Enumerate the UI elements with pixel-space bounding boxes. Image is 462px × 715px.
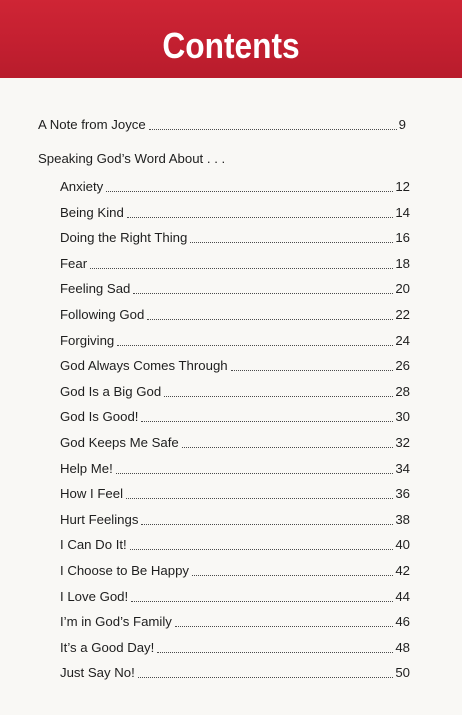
dot-leader <box>182 447 394 448</box>
toc-entry-page: 22 <box>395 307 410 322</box>
dot-leader <box>190 242 393 243</box>
dot-leader <box>231 370 394 371</box>
toc-entry-title: I Choose to Be Happy <box>60 563 190 578</box>
toc-entry-title: I’m in God’s Family <box>60 614 172 630</box>
toc-entry[interactable] <box>60 276 410 298</box>
toc-entry-page: 32 <box>395 435 410 450</box>
toc-entry-title: I Can Do It! <box>60 537 127 553</box>
dot-leader <box>175 626 393 627</box>
toc-entry-page: 46 <box>395 614 410 630</box>
toc-entry-title: How I Feel <box>60 486 124 502</box>
toc-entry[interactable] <box>60 404 410 426</box>
dot-leader <box>149 129 397 130</box>
toc-entry[interactable] <box>60 430 410 452</box>
toc-entry[interactable] <box>60 609 410 631</box>
toc-entry-title: It’s a Good Day! <box>60 639 155 655</box>
toc-entry[interactable] <box>60 302 410 324</box>
toc-entry[interactable] <box>60 660 410 682</box>
toc-entry-page: 20 <box>395 281 410 297</box>
toc-entry-page: 44 <box>395 588 410 604</box>
dot-leader <box>106 191 393 192</box>
dot-leader <box>130 549 394 550</box>
toc-entry-title: Just Say No! <box>60 665 135 681</box>
toc-entry-title: Forgiving <box>60 332 115 348</box>
page-title: Contents <box>162 25 300 66</box>
toc-entry-title: Being Kind <box>60 204 124 220</box>
toc-entry-page: 36 <box>395 486 410 502</box>
toc-entry-title: Following God <box>60 307 145 322</box>
toc-entry[interactable] <box>60 225 410 247</box>
toc-entry-title: A Note from Joyce <box>38 117 146 132</box>
toc-entry[interactable] <box>60 456 410 478</box>
dot-leader <box>116 473 394 474</box>
dot-leader <box>192 575 393 576</box>
toc-entry-page: 14 <box>395 204 410 220</box>
toc-entry-page: 30 <box>395 409 410 425</box>
dot-leader <box>126 498 393 499</box>
dot-leader <box>141 421 393 422</box>
toc-entry-page: 18 <box>395 255 410 271</box>
toc-entry-title: I Love God! <box>60 588 129 604</box>
toc-entry[interactable] <box>60 507 410 529</box>
toc-entry-title: Doing the Right Thing <box>60 230 188 246</box>
toc-entry-title: God Always Comes Through <box>60 358 228 374</box>
toc-entry[interactable] <box>60 558 410 580</box>
toc-entry-page: 16 <box>395 230 410 246</box>
toc-entry[interactable] <box>60 251 410 273</box>
header-banner <box>0 0 462 78</box>
toc-entry-title: Fear <box>60 255 88 271</box>
toc-entry-page: 38 <box>395 511 410 527</box>
dot-leader <box>133 293 393 294</box>
toc-entry-title: Feeling Sad <box>60 281 131 297</box>
toc-entry[interactable] <box>60 200 410 222</box>
toc-entry-page: 9 <box>398 117 406 132</box>
toc-entry[interactable] <box>60 532 410 554</box>
toc-entry[interactable] <box>60 353 410 375</box>
section-heading: Speaking God’s Word About . . . <box>38 151 226 166</box>
toc-entry-page: 48 <box>395 639 410 655</box>
dot-leader <box>157 652 393 653</box>
dot-leader <box>131 601 393 602</box>
toc-entry[interactable] <box>60 635 410 657</box>
toc-entry[interactable] <box>60 584 410 606</box>
toc-entry[interactable] <box>60 379 410 401</box>
dot-leader <box>141 524 393 525</box>
toc-entry-page: 34 <box>395 460 410 476</box>
toc-entry-title: God Is a Big God <box>60 383 162 399</box>
toc-entry-page: 50 <box>395 665 410 681</box>
toc-entry-page: 26 <box>395 358 410 374</box>
toc-entry-page: 40 <box>395 537 410 553</box>
dot-leader <box>147 319 393 320</box>
toc-entry[interactable] <box>60 328 410 350</box>
toc-entry-title: God Is Good! <box>60 409 139 425</box>
toc-entry-page: 28 <box>395 383 410 399</box>
toc-entry-intro[interactable] <box>38 112 406 134</box>
toc-entry-title: Hurt Feelings <box>60 511 139 527</box>
toc-entry-page: 24 <box>395 332 410 348</box>
toc-entry-title: Anxiety <box>60 179 104 194</box>
toc-entry[interactable] <box>60 174 410 196</box>
toc-entry-page: 42 <box>395 563 410 578</box>
dot-leader <box>127 217 394 218</box>
toc-entry-page: 12 <box>395 179 410 194</box>
toc-entry-title: God Keeps Me Safe <box>60 435 179 450</box>
dot-leader <box>90 268 393 269</box>
dot-leader <box>117 345 393 346</box>
toc-entry-title: Help Me! <box>60 460 113 476</box>
dot-leader <box>164 396 393 397</box>
toc-entry[interactable] <box>60 481 410 503</box>
dot-leader <box>138 677 394 678</box>
